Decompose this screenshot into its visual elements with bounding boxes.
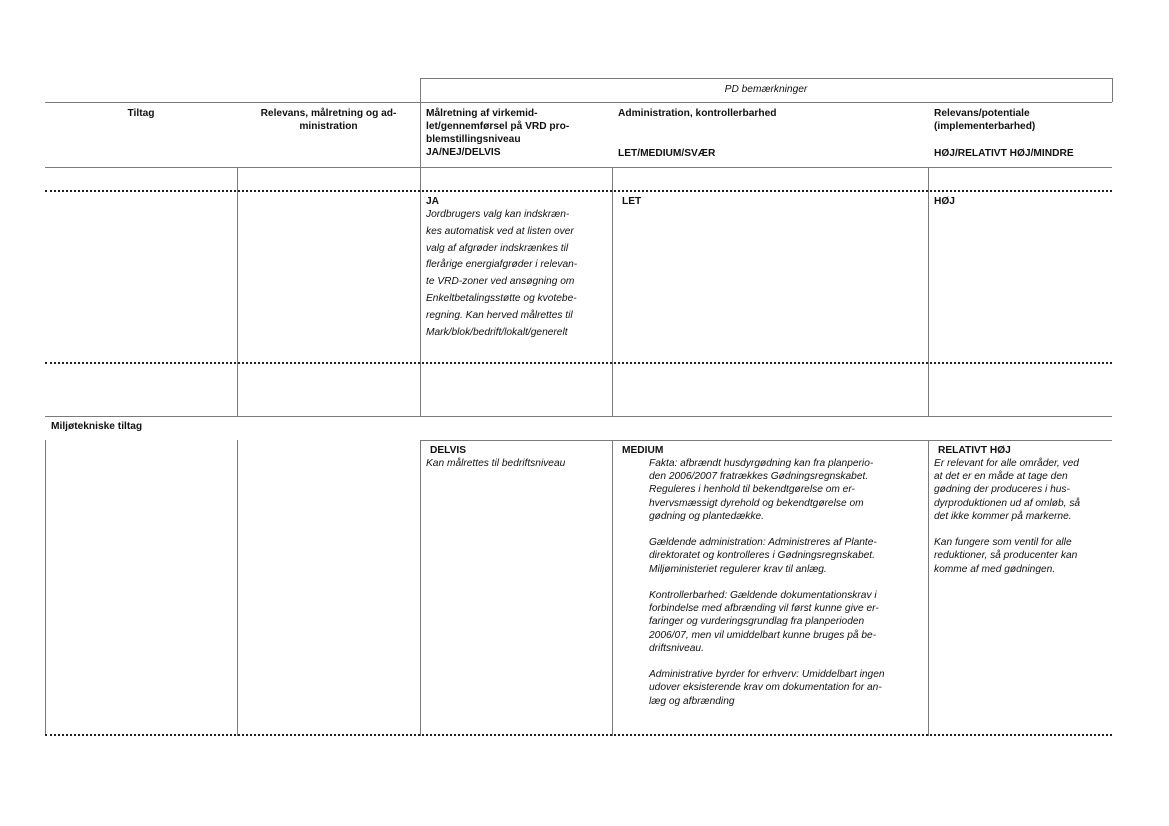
text-line: Fakta: afbrændt husdyrgødning kan fra planperio-: [649, 458, 874, 469]
text-line: gødning der produceres i hus-: [934, 484, 1070, 496]
text-line: dyrproduktionen ud af omløb, så: [934, 497, 1081, 509]
text-line: hvervsmæssigt dyrehold og bekendtgørelse om: [649, 497, 864, 509]
row3-admin-rating: MEDIUM: [622, 445, 664, 456]
row3-malretning-rating: DELVIS: [430, 445, 467, 456]
text-line: Miljøministeriet regulerer krav til anlæg.: [649, 563, 827, 575]
row-divider-dotted-3: [45, 734, 1112, 736]
col-divider-1: [237, 167, 238, 416]
col-divider-4: [928, 167, 929, 416]
text-line: Mark/blok/bedrift/lokalt/generelt: [426, 326, 568, 338]
text-line: Jordbrugers valg kan indskræn-: [426, 209, 570, 220]
text-line: 2006/07, men vil umiddelbart kunne bruges på be-: [649, 629, 877, 641]
row3-malretning-text: Kan målrettes til bedriftsniveau: [426, 458, 566, 469]
col-header-relevans-line1: Relevans, målretning og ad-: [260, 108, 397, 119]
col-header-admin-scale: LET/MEDIUM/SVÆR: [618, 148, 716, 159]
row-divider-dotted-1: [45, 190, 1112, 192]
text-line: komme af med gødningen.: [934, 563, 1056, 575]
text-line: Gældende administration: Administreres af Plante-: [649, 537, 877, 549]
col-header-potentiale-scale: HØJ/RELATIVT HØJ/MINDRE: [934, 148, 1074, 159]
row3-divider-3: [612, 440, 613, 736]
row3-potentiale-text: [934, 457, 1080, 576]
text-line: Enkeltbetalingsstøtte og kvotebe-: [426, 292, 577, 304]
text-line: Er relevant for alle områder, ved: [934, 458, 1079, 469]
row3-potentiale-rating: RELATIVT HØJ: [938, 445, 1011, 456]
text-line: kes automatisk ved at listen over: [426, 225, 574, 237]
text-line: det ikke kommer på markerne.: [934, 510, 1072, 522]
text-line: den 2006/2007 fratrækkes Gødningsregnskabet.: [649, 471, 869, 483]
col-header-potentiale-line1: Relevans/potentiale: [934, 108, 1030, 119]
text-line: udover eksisterende krav om dokumentation for an-: [649, 682, 882, 694]
section-top-rule: [45, 416, 1112, 417]
col-header-malretning-line2: let/gennemførsel på VRD pro-: [426, 121, 570, 132]
row1-malretning-rating: JA: [426, 196, 440, 207]
row3-left-border: [45, 440, 46, 736]
col-header-relevans-line2: ministration: [299, 121, 358, 132]
text-line: reduktioner, så producenter kan: [934, 550, 1078, 562]
text-line: gødning og plantedække.: [649, 510, 764, 522]
text-line: Kontrollerbarhed: Gældende dokumentationskrav i: [649, 590, 877, 601]
text-line: forbindelse med afbrænding vil først kunne give er-: [649, 603, 879, 615]
col-header-potentiale-line2: (implementerbarhed): [934, 121, 1036, 132]
row3-admin-text: [649, 457, 885, 708]
text-line: direktoratet og kontrolleres i Gødningsregnskabet.: [649, 550, 875, 562]
text-line: valg af afgrøder indskrænkes til: [426, 242, 569, 254]
col-header-malretning-line1: Målretning af virkemid-: [426, 108, 538, 119]
text-line: læg og afbrænding: [649, 695, 735, 707]
paragraph-gap: [649, 576, 885, 589]
text-line: Kan fungere som ventil for alle: [934, 537, 1072, 549]
col-header-malretning-line3: blemstillingsniveau: [426, 134, 521, 145]
text-line: driftsniveau.: [649, 642, 704, 654]
col-divider-3: [612, 167, 613, 416]
paragraph-gap: [649, 523, 885, 536]
text-line: te VRD-zoner ved ansøgning om: [426, 276, 575, 288]
row3-divider-2: [420, 440, 421, 736]
text-line: at det er en måde at tage den: [934, 471, 1068, 483]
text-line: Reguleres i henhold til bekendtgørelse om er-: [649, 484, 855, 496]
col-header-malretning-scale: JA/NEJ/DELVIS: [426, 147, 501, 158]
section-title: Miljøtekniske tiltag: [51, 421, 143, 432]
section-bottom-rule: [420, 440, 1112, 441]
col-header-malretning: [426, 107, 569, 159]
row1-potentiale-rating: HØJ: [934, 196, 955, 207]
col-header-relevans: [237, 107, 420, 133]
paragraph-gap: [934, 523, 1080, 536]
row1-admin-rating: LET: [622, 196, 642, 207]
col-header-tiltag: Tiltag: [127, 108, 155, 119]
row1-malretning-text: [426, 207, 577, 341]
col-header-potentiale: [934, 107, 1035, 133]
col-header-admin: Administration, kontrollerbarhed: [618, 108, 777, 119]
paragraph-gap: [649, 655, 885, 668]
text-line: faringer og vurderingsgrundlag fra planperioden: [649, 616, 865, 628]
col-divider-2: [420, 167, 421, 416]
row3-divider-1: [237, 440, 238, 736]
pd-bemaerkninger-title: PD bemærkninger: [724, 84, 808, 95]
row-divider-dotted-2: [45, 362, 1112, 364]
header-top-rule: [45, 102, 1112, 103]
pd-top-rule: [420, 78, 1112, 79]
text-line: flerårige energiafgrøder i relevan-: [426, 259, 578, 271]
text-line: Administrative byrder for erhverv: Umiddelbart ingen: [649, 669, 885, 681]
row3-divider-4: [928, 440, 929, 736]
header-bottom-rule: [45, 167, 1112, 168]
text-line: regning. Kan herved målrettes til: [426, 309, 573, 321]
pd-right-rule: [1112, 78, 1113, 102]
